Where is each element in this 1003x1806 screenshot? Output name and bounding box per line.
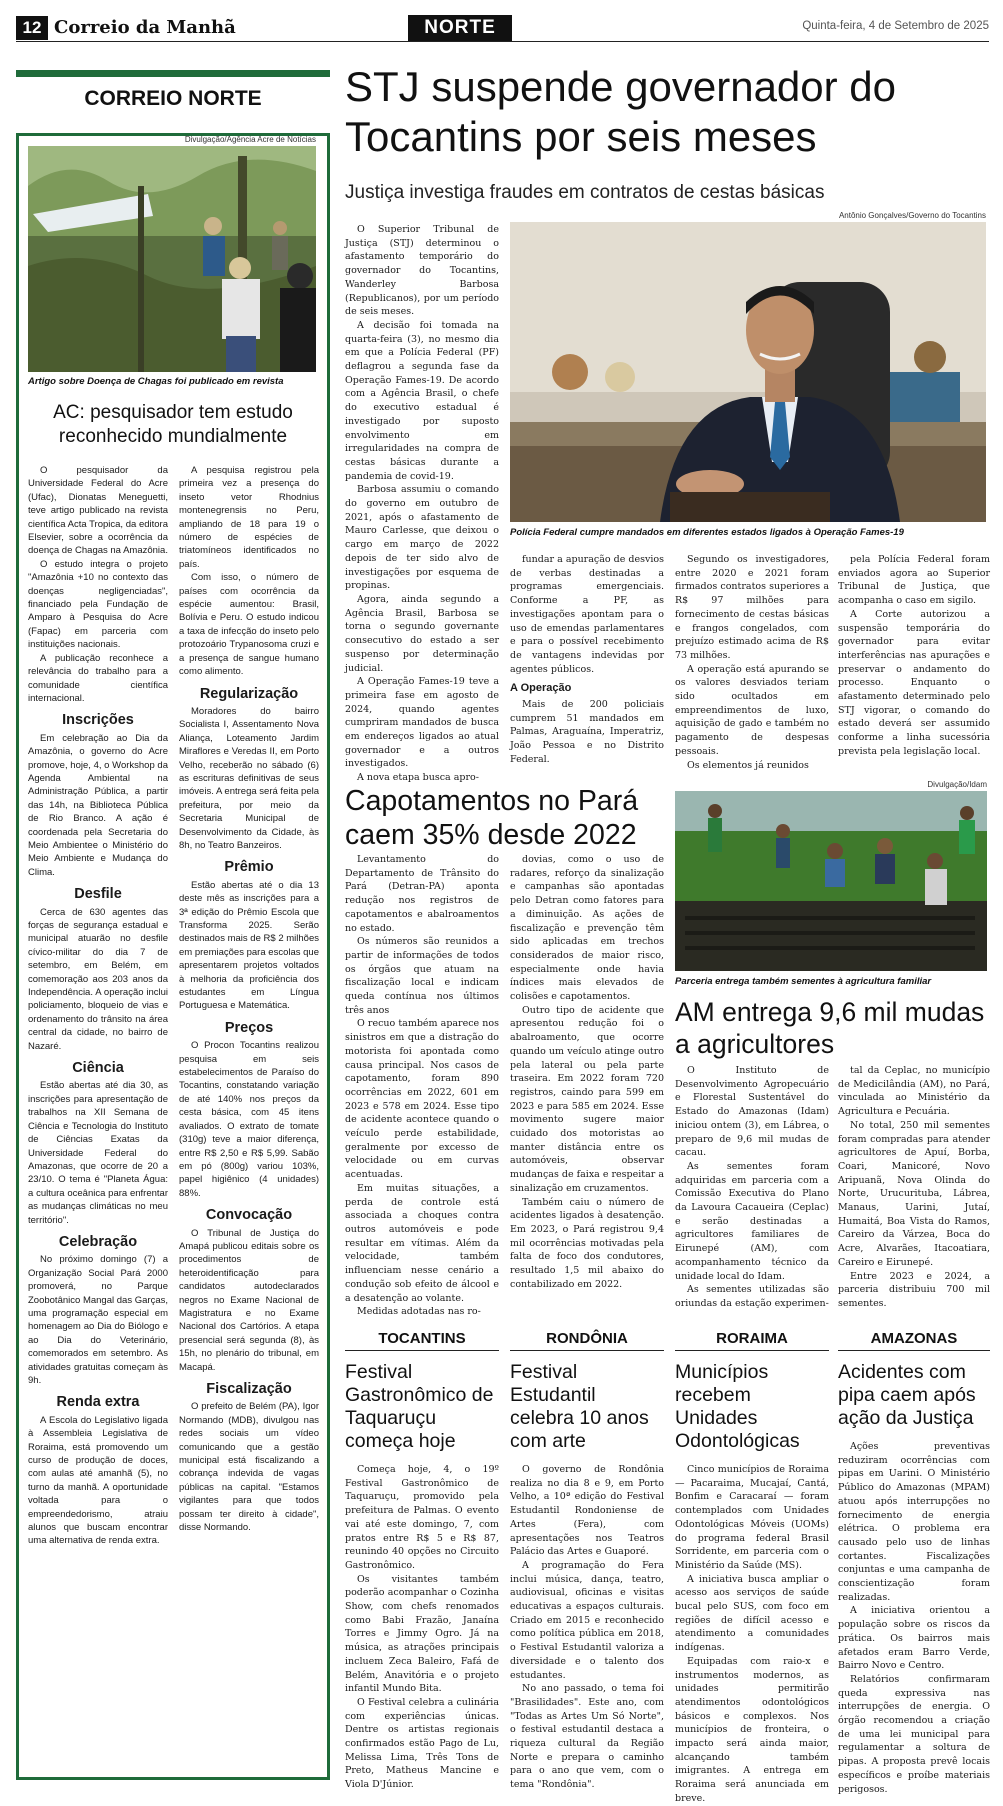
paragraph: A Escola do Legislativo ligada à Assembleia Legislativa de Roraima, está promovendo um curso de produção de doces, com aulas até amanhã (5), no turno da manhã. A oportunidade voltada para o empreendedorismo, atraiu alunos que buscam encontrar uma alternativa de renda extra.	[28, 1414, 168, 1547]
lead-column-2	[510, 553, 664, 767]
paragraph: A iniciativa orientou a população sobre os riscos da prática. Os bairros mais afetados eram Barro Verde, Bairro Novo e Centro.	[838, 1605, 990, 1672]
subheading: Ciência	[72, 1060, 124, 1077]
subheading: Fiscalização	[206, 1381, 292, 1397]
regional-label: TOCANTINS	[345, 1330, 499, 1351]
am-photo-caption: Parceria entrega também sementes à agricultura familiar	[675, 976, 932, 987]
paragraph: Cinco municípios de Roraima — Pacaraima, Mucajaí, Cantá, Bonfim e Caracaraí — foram contemplados com Unidades Odontológicas Móveis (UOMs) do programa federal Brasil Sorridente, em parceria com o Ministério da Saúde (MS).	[675, 1464, 829, 1571]
paragraph: A decisão foi tomada na quarta-feira (3), no mesmo dia em que a Polícia Federal (PF) deflagrou a segunda fase da Operação Fames-19. De acordo com a Agência Brasil, o chefe do executivo estadual é investigado por suposto envolvimento em irregularidades na compra de cestas básicas durante a pandemia de covid-19.	[345, 319, 499, 482]
subheading: Desfile	[74, 886, 122, 903]
sidebar-column-2	[179, 464, 319, 1774]
paragraph: fundar a apuração de desvios de verbas destinadas a programas emergenciais. Conforme a PF, as investigações apontam para o uso de emendas parlamentares e para o possível recebimento de vantagens indevidas por agentes públicos.	[510, 554, 664, 675]
lead-photo	[510, 222, 986, 522]
header-rule	[16, 41, 989, 42]
paragraph: O estudo integra o projeto "Amazônia +10 no contexto das doenças negligenciadas", financiado pela Fundação de Amparo à Pesquisa do Acre (Fapac) em parceria com instituições nacionais.	[28, 558, 168, 651]
paragraph: No próximo domingo (7) a Organização Social Pará 2000 promoverá, no Parque Zoobotânico Mangal das Garças, uma programação especial em homenagem ao Dia do Biólogo e ao Dia do Veterinário, comemorados em setembro. As atividades gratuitas começam às 9h.	[28, 1254, 168, 1386]
paragraph: O prefeito de Belém (PA), Igor Normando (MDB), divulgou nas redes sociais um vídeo comunicando que a gestão municipal está fiscalizando a cobrança indevida de vagas públicas na capital. "Estamos vigilantes para que todos possam ter direito à cidade", disse Normando.	[179, 1401, 319, 1534]
paragraph: Estão abertas até o dia 13 deste mês as inscrições para a 3ª edição do Prêmio Escola que Transforma 2025. Serão destinados mais de R$ 2 milhões em premiações para escolas que apresentarem projetos voltados à melhoria da proficiência dos estudantes em Língua Portuguesa e Matemática.	[179, 879, 319, 1012]
lead-column-1	[345, 223, 499, 784]
regional-tocantins	[345, 1330, 499, 1791]
paragraph: A Corte autorizou a suspensão temporária do governador para evitar interferências nas apurações e preservar o andamento do processo. Enquanto o afastamento determinado pelo STJ vigorar, o comando do estado deverá ser assumido conforme a linha sucessória prevista pela legislação local.	[838, 608, 990, 757]
paragraph: Moradores do bairro Socialista I, Assentamento Nova Aliança, Loteamento Jardim Miraflores e Veredas II, em Porto Velho, receberão no sábado (6) as escrituras definitivas de seus imóveis. A entrega será feita pela prefeitura, por meio da Secretaria Municipal de Desenvolvimento da Cidade, às 8h, no Teatro Banzeiros.	[179, 705, 319, 851]
paragraph: Os números são reunidos a partir de informações de todos os órgãos que atuam na fiscalização local e indicam queda contínua nos últimos três anos	[345, 936, 499, 1016]
governor-portrait-image	[510, 222, 986, 522]
paragraph: A pesquisa registrou pela primeira vez a presença do inseto vetor Rhodnius montenegrensis no Peru, ampliando de 18 para 19 o número de espécies de triatomíneos identificados no país.	[179, 465, 319, 570]
sidebar-top-bar	[16, 70, 330, 77]
sidebar-headline: AC: pesquisador tem estudo reconhecido mundialmente	[53, 402, 293, 447]
paragraph: Os visitantes também poderão acompanhar o Cozinha Show, com chefs renomados como Babi Frazão, Janaína Torres e Jimmy Ogro. Já na música, as atrações principais incluem Zeca Baleiro, Fafá de Belém, Anavitória e o projeto infantil Mundo Bita.	[345, 1573, 499, 1695]
paragraph: Em celebração ao Dia da Amazônia, o governo do Acre promove, hoje, 4, o Workshop da Agenda Ambiental na Administração Pública, a partir das 14h, na Biblioteca Pública de Rio Branco. A ação é coordenada pela Secretaria do Meio Ambientee o Ministério do Meio Ambiente e Mudança do Clima.	[28, 732, 168, 878]
para-headline: Capotamentos no Pará caem 35% desde 2022	[345, 785, 639, 851]
paragraph: A operação está apurando se os valores desviados teriam sido ocultados em empreendimentos de luxo, aquisição de gado e também no pagamento de despesas pessoais.	[675, 663, 829, 757]
am-photo-credit: Divulgação/Idam	[927, 780, 987, 789]
am-column-2	[838, 1064, 990, 1309]
paragraph: No ano passado, o tema foi "Brasilidades". Este ano, com "Todas as Artes Um Só Norte", o festival estudantil destaca a riqueza cultural da Região Norte e prepara o caminho para o ano que vem, com o tema "Rondônia".	[510, 1683, 664, 1791]
paragraph: Outro tipo de acidente que apresentou redução foi o abalroamento, que ocorre quando um veículo atinge outro pela lateral ou pela parte traseira. Em 2022 foram 720 registros, caindo para 599 em 2023 e para 585 em 2024. Esse movimento sugere maior cuidado dos motoristas ao manter distância entre os automóveis, observar mudanças de faixa e respeitar a sinalização em cruzamentos.	[510, 1004, 664, 1194]
regional-label: RONDÔNIA	[510, 1330, 664, 1351]
am-photo	[675, 791, 987, 971]
header-date: Quinta-feira, 4 de Setembro de 2025	[802, 20, 989, 32]
am-headline: AM entrega 9,6 mil mudas a agricultores	[675, 997, 985, 1059]
regional-body	[510, 1463, 664, 1792]
regional-body	[675, 1463, 829, 1806]
paragraph: Barbosa assumiu o comando do governo em outubro de 2021, após o afastamento de Mauro Carlesse, que deixou o cargo em março de 2022 depois de ter sido alvo de investigações por esquema de propinas.	[345, 484, 499, 592]
subheading: Preços	[224, 1019, 274, 1036]
regional-label: RORAIMA	[675, 1330, 829, 1351]
regional-roraima	[675, 1330, 829, 1804]
paragraph: A nova etapa busca apro-	[357, 772, 479, 784]
paragraph: Relatórios confirmaram queda expressiva nas interrupções de energia. O órgão recomendou a criação de uma lei municipal para regulamentar a soltura de pipas. A proposta prevê locais específicos e proíbe materiais perigosos.	[838, 1673, 990, 1795]
page-number: 12	[16, 16, 48, 40]
paragraph: As sementes foram adquiridas em parceria com a Comissão Executiva do Plano da Lavoura Cacaueira (Ceplac) e serão destinadas a agricultores familiares de Eirunepé (AM), com acompanhamento técnico da unidade local do Idam.	[675, 1160, 829, 1282]
paragraph: A publicação reconhece a relevância do trabalho para a comunidade científica internacional.	[28, 652, 168, 704]
regional-headline: Festival Estudantil celebra 10 anos com arte	[510, 1361, 649, 1452]
subheading: Inscrições	[62, 712, 134, 729]
paragraph: O pesquisador da Universidade Federal do Acre (Ufac), Dionatas Meneguetti, teve artigo publicado na revista científica Acta Tropica, da editora Elsevier, sobre a ocorrência da doença de Chagas na Amazônia.	[28, 465, 168, 557]
subheading: Regularização	[199, 685, 299, 702]
paragraph: Segundo os investigadores, entre 2020 e 2021 foram firmados contratos superiores a R$ 97 milhões para fornecimento de cestas básicas e frangos congelados, com prejuízo estimado acima de R$ 73 milhões.	[675, 554, 829, 661]
paragraph: O Superior Tribunal de Justiça (STJ) determinou o afastamento temporário do governador do Tocantins, Wanderley Barbosa (Republicanos), por um período de seis meses.	[345, 224, 499, 318]
forest-researchers-image	[28, 146, 316, 372]
page-header	[0, 0, 1003, 44]
paragraph: O Festival celebra a culinária com experiências únicas. Dentre os artistas regionais confirmados estão Pago de Lu, Melissa Lima, Três Tons de Preto, Matheus Mancine e Viola D'Júnior.	[345, 1696, 499, 1791]
paragraph: A Operação Fames-19 teve a primeira fase em agosto de 2024, quando agentes cumpriram mandados de busca em endereços ligados ao atual governador e a outros investigados.	[345, 676, 499, 770]
paragraph: O Instituto de Desenvolvimento Agropecuário e Florestal Sustentável do Estado do Amazonas (Idam) iniciou ontem (3), em Lábrea, o preparo de 9,6 mil mudas de cacau.	[675, 1065, 829, 1159]
paragraph: Em muitas situações, a perda de controle está associada a choques contra outros automóveis e pode resultar em vítimas. Além da velocidade, também influenciam nesse cenário a condução sob efeito de álcool e a desatenção ao volante.	[345, 1182, 499, 1304]
lead-subhead: Justiça investiga fraudes em contratos de cestas básicas	[345, 182, 825, 203]
subheading: Prêmio	[224, 859, 274, 876]
paragraph: Entre 2023 e 2024, a parceria distribuiu 700 mil sementes.	[838, 1270, 990, 1309]
paragraph: Medidas adotadas nas ro-	[357, 1306, 481, 1318]
regional-label: AMAZONAS	[838, 1330, 990, 1351]
paragraph: Com isso, o número de países com ocorrência da espécie aumentou: Brasil, Bolívia e Peru. O estudo indicou a taxa de infecção do inseto pelo protozoário Trypanosoma cruzi e a presença de sangue humano como alimento.	[179, 572, 319, 678]
lead-operation-subhead: A Operação	[510, 682, 572, 695]
paragraph: Agora, ainda segundo a Agência Brasil, Barbosa se torna o segundo governante consecutivo do estado a ser suspenso por determinação judicial.	[345, 593, 499, 674]
regional-headline: Festival Gastronômico de Taquaruçu começa hoje	[345, 1361, 494, 1452]
lead-photo-caption: Polícia Federal cumpre mandados em diferentes estados ligados à Operação Fames-19	[510, 527, 904, 538]
paragraph: tal da Ceplac, no município de Medicilândia (AM), no Pará, vinculada ao Ministério da Agricultura e Pecuária.	[838, 1065, 990, 1118]
regional-headline: Acidentes com pipa caem após ação da Justiça	[838, 1361, 976, 1429]
sidebar-title: CORREIO NORTE	[84, 87, 262, 110]
regional-rondonia	[510, 1330, 664, 1791]
paragraph: Ações preventivas reduziram ocorrências com pipas em Uarini. O Ministério Público do Amazonas (MPAM) atuou após interrupções no fornecimento de energia elétrica. O problema era causado pelo uso de linhas cortantes. Fiscalizações conjuntas e uma campanha de conscientização foram realizadas.	[838, 1441, 990, 1603]
lead-column-3	[675, 553, 829, 771]
regional-body	[838, 1440, 990, 1796]
regional-body	[345, 1463, 499, 1792]
paragraph: O governo de Rondônia realiza no dia 8 e 9, em Porto Velho, a 10ª edição do Festival Estudantil Rondoniense de Artes (Fera), com apresentações nos Teatros Palácio das Artes e Guaporé.	[510, 1464, 664, 1558]
seedlings-workers-image	[675, 791, 987, 971]
lead-photo-credit: Antônio Gonçalves/Governo do Tocantins	[838, 211, 986, 220]
regional-headline: Municípios recebem Unidades Odontológicas	[675, 1361, 800, 1452]
subheading: Renda extra	[56, 1394, 140, 1411]
paragraph: A iniciativa busca ampliar o acesso aos serviços de saúde bucal pelo SUS, com foco em regiões de difícil acesso e atendimento a comunidades indígenas.	[675, 1573, 829, 1654]
regional-amazonas	[838, 1330, 990, 1795]
sidebar-photo-caption: Artigo sobre Doença de Chagas foi publicado em revista	[28, 376, 284, 387]
sidebar-photo	[28, 146, 316, 372]
lead-column-4	[838, 553, 990, 767]
paragraph: As sementes utilizadas são oriundas da estação experimen-	[675, 1284, 829, 1309]
paragraph: Cerca de 630 agentes das forças de segurança estadual e municipal atuarão no desfile cívico-militar do dia 7 de setembro, em Belém, em comemoração aos 203 anos da Independência. A operação inclui policiamento, bloqueio de vias e ordenamento do trânsito na área central da cidade, no bairro de Nazaré.	[28, 906, 168, 1052]
am-column-1	[675, 1064, 829, 1309]
paragraph: Equipadas com raio-x e instrumentos modernos, as unidades permitirão atendimentos odontológicos básicos e complexos. Nos municípios de fronteira, o impacto será ainda maior, alcançando também imigrantes. A entrega em Roraima será anunciada em breve.	[675, 1655, 829, 1804]
paragraph: Os elementos já reunidos	[687, 759, 809, 771]
paragraph: Começa hoje, 4, o 19º Festival Gastronômico de Taquaruçu, promovido pela prefeitura de Palmas. O evento vai até este domingo, 7, com pratos entre R$ 5 e R$ 87, reunindo 40 opções no Circuito Gastronômico.	[345, 1464, 499, 1571]
paragraph: pela Polícia Federal foram enviados agora ao Superior Tribunal de Justiça, que acompanha o caso em sigilo.	[838, 554, 990, 607]
para-column-2	[510, 853, 664, 1305]
para-column-1	[345, 853, 499, 1318]
subheading: Convocação	[205, 1207, 293, 1224]
paragraph: dovias, como o uso de radares, reforço da sinalização e campanhas são apontadas pelo Detran como fatores para a diminuição. As ações de fiscalização e prevenção têm sido aplicadas em trechos considerados de maior risco, especialmente onde havia índices mais elevados de colisões e capotamentos.	[510, 854, 664, 1003]
paragraph: A programação do Fera inclui música, dança, teatro, audiovisual, oficinas e visitas educativas a espaços culturais. Criado em 2015 e reconhecido como política pública em 2018, o Festival Estudantil valoriza a diversidade e o talento dos estudantes.	[510, 1559, 664, 1681]
paragraph: O recuo também aparece nos sinistros em que a distração do motorista foi apontada como causa principal. Nos casos de capotamento, foram 890 ocorrências em 2022, 601 em 2023 e 578 em 2024. Esse tipo de acidente acontece quando o veículo perde estabilidade, geralmente por excesso de velocidade ou em curvas acentuadas.	[345, 1018, 499, 1181]
paragraph: Mais de 200 policiais cumprem 51 mandados em Palmas, Araguaína, Imperatriz, João Pessoa e no Distrito Federal.	[510, 699, 664, 765]
masthead: Correio da Manhã	[54, 17, 236, 38]
section-label: NORTE	[408, 15, 512, 41]
subheading: Celebração	[58, 1233, 138, 1250]
lead-headline: STJ suspende governador do Tocantins por seis meses	[345, 63, 897, 160]
paragraph: O Procon Tocantins realizou pesquisa em seis estabelecimentos de Paraíso do Tocantins, constatando variação de até 140% nos preços da cesta básica, com 45 itens avaliados. O extrato de tomate (310g) teve a maior diferença, entre R$ 2,50 e R$ 5,99. Sabão em pó (800g) variou 103%, papel higiênico (4 unidades) 88%.	[179, 1040, 319, 1199]
paragraph: Estão abertas até dia 30, as inscrições para apresentação de trabalhos na XII Semana de Ciência e Tecnologia do Instituto de Ciências Exatas da Universidade Federal do Amazonas, que ocorre de 20 a 23/10. O tema é "Planeta Água: a cultura oceânica para enfrentar as mudanças climáticas no meu território".	[28, 1080, 168, 1226]
paragraph: O Tribunal de Justiça do Amapá publicou editais sobre os procedimentos de heteroidentificação para candidatos autodeclarados negros no Exame Nacional de Magistratura e no Exame Nacional dos Cartórios. A etapa presencial será segunda (8), às 15h, no plenário do tribunal, em Macapá.	[179, 1227, 319, 1373]
sidebar-photo-credit: Divulgação/Agência Acre de Notícias	[184, 135, 316, 144]
paragraph: Também caiu o número de acidentes ligados à desatenção. Em 2023, o Pará registrou 9,4 mil ocorrências motivadas pela falta de foco dos condutores, resultado 1,5 mil abaixo do contabilizado em 2022.	[510, 1196, 664, 1290]
paragraph: Levantamento do Departamento de Trânsito do Pará (Detran-PA) aponta redução nos registros de capotamentos e abalroamentos no estado.	[345, 854, 499, 934]
sidebar-column-1	[28, 464, 168, 1774]
paragraph: No total, 250 mil sementes foram compradas para atender agricultores de Apuí, Borba, Coari, Manicoré, Novo Aripuanã, Nova Olinda do Norte, Urucurituba, Lábrea, Manaus, Uarini, Jutaí, Humaitá, Boa Vista do Ramos, Careiro da Várzea, Boca do Acre, Alvarães, Itacoatiara, Careiro e Eirunepé.	[838, 1119, 990, 1268]
